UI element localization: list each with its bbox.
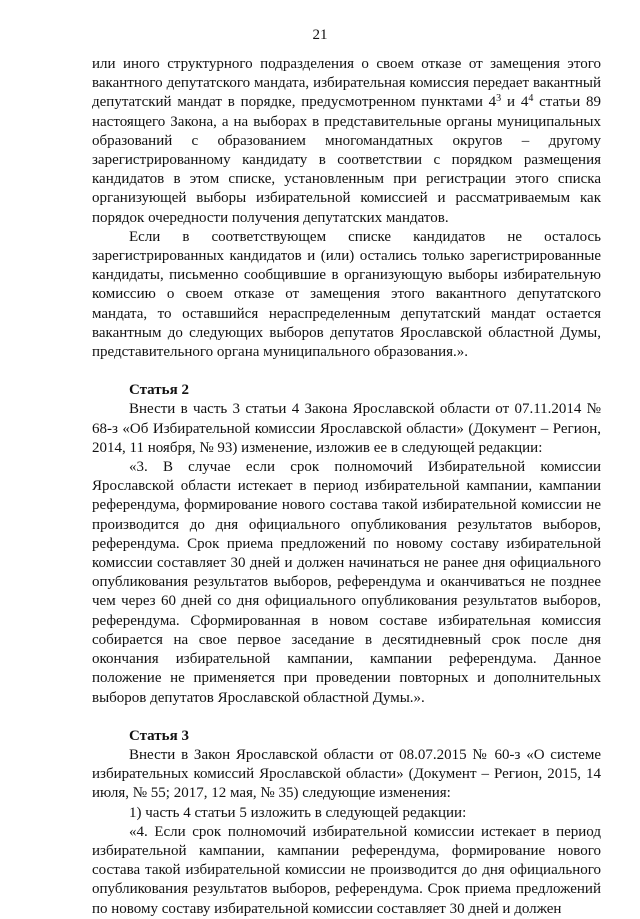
article-2-heading: Статья 2: [129, 382, 189, 399]
ref-point-b: 4: [520, 94, 529, 111]
ref-point-b-sup: 4: [528, 93, 534, 105]
article-3-heading: Статья 3: [129, 727, 189, 744]
article-3-paragraph-3: «4. Если срок полномочий избирательной комиссии истекает в период избирательной кампании, кампании референдума, формирование нового состава такой избирательной комиссии не производится до дня официального опубликования результатов выборов, референдума. Срок приема предложений по новому составу избирательной комиссии составляет 30 дней и должен: [92, 823, 601, 917]
ref-and: и: [506, 94, 516, 111]
article-3-paragraph-1: Внести в Закон Ярославской области от 08.07.2015 № 60-з «О системе избирательных комиссий Ярославской области» (Документ – Регион, 2015, 14 июля, № 55; 2017, 12 мая, № 35) следующие изменения:: [92, 746, 601, 802]
paragraph-intro-1-tail: статьи 89 настоящего Закона, а на выборах в представительные органы муниципальных образований с образованием многомандатных округов – другому зарегистрированному кандидату в соответствии с порядком размещения кандидатов в этом списке, установленным при регистрации этого списка организующей выборы избирательной комиссией и рассматриваемым как порядок очередности получения депутатских мандатов.: [92, 94, 602, 226]
page-number: 21: [312, 27, 328, 43]
article-2-paragraph-1: Внести в часть 3 статьи 4 Закона Ярославской области от 07.11.2014 № 68-з «Об Избирательной комиссии Ярославской области» (Документ – Регион, 2014, 11 ноября, № 93) изменение, изложив ее в следующей редакции:: [92, 401, 601, 456]
document-body: [92, 55, 601, 919]
article-2-paragraph-2: «3. В случае если срок полномочий Избирательной комиссии Ярославской области истекает в период избирательной кампании, кампании референдума, формирование нового состава такой избирательной комиссии не производится до дня официального опубликования результатов выборов, референдума. Срок приема предложений по новому составу избирательной комиссии составляет 30 дней и должен начинаться не ранее дня официального опубликования результатов выборов, референдума и оканчиваться не позднее чем через 60 дней со дня официального опубликования результатов выборов, референдума. Сформированная в новом составе избирательная комиссия собирается на свое первое заседание в десятидневный срок после дня окончания избирательной кампании, кампании референдума. Данное положение не применяется при проведении повторных и дополнительных выборов депутатов Ярославской областной Думы.».: [92, 459, 601, 706]
ref-point-a-sup: 3: [496, 93, 502, 105]
article-3-paragraph-2: 1) часть 4 статьи 5 изложить в следующей редакции:: [129, 804, 467, 821]
ref-point-a: 4: [488, 94, 497, 111]
paragraph-intro-2: Если в соответствующем списке кандидатов не осталось зарегистрированных кандидатов и (или) остались только зарегистрированные кандидаты, письменно сообщившие в организующую выборы избирательную комиссию о своем отказе от замещения этого вакантного депутатского мандата, то оставшийся нераспределенным депутатский мандат остается вакантным до следующих выборов депутатов Ярославской областной Думы, представительного органа муниципального образования.».: [92, 228, 601, 361]
paragraph-intro-1: [92, 55, 601, 228]
paragraph-intro-1-text: или иного структурного подразделения о своем отказе от замещения этого вакантного депутатского мандата, избирательная комиссия передает вакантный депутатский мандат в порядке, предусмотренном пунктами: [92, 56, 601, 111]
